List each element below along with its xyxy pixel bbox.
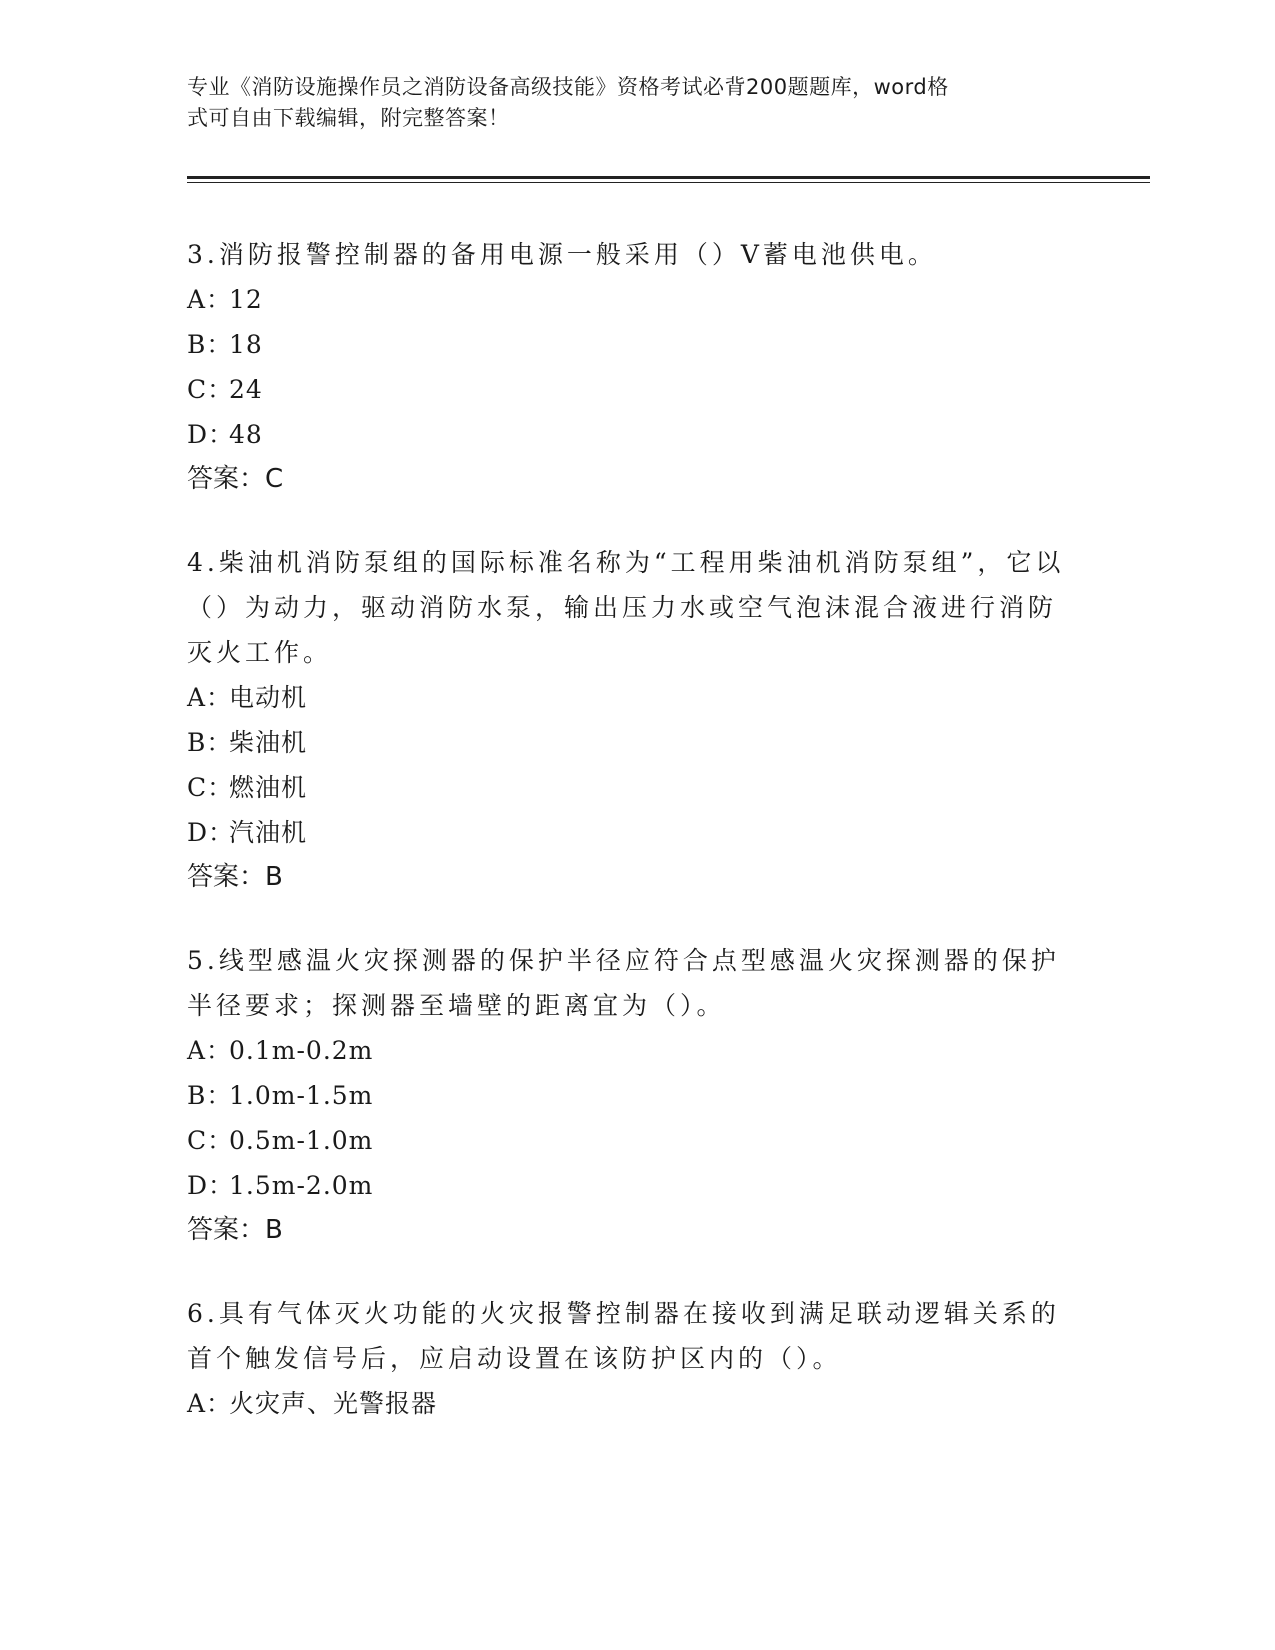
option-d xyxy=(187,1163,1067,1208)
answer-line: 答案：B xyxy=(187,1215,283,1245)
option-label: A： xyxy=(187,1389,233,1418)
question-3 xyxy=(187,232,1067,502)
question-list xyxy=(187,232,1067,1464)
question-stem: 6.具有气体灭火功能的火灾报警控制器在接收到满足联动逻辑关系的首个触发信号后，应启动设置在该防护区内的（）。 xyxy=(187,1299,1060,1373)
header-divider-thin xyxy=(187,182,1150,183)
option-text: 电动机 xyxy=(229,683,308,712)
header-line-1: 专业《消防设施操作员之消防设备高级技能》资格考试必背200题题库，word格 xyxy=(187,75,949,99)
question-4 xyxy=(187,540,1067,900)
question-5 xyxy=(187,938,1067,1253)
answer-line: 答案：B xyxy=(187,862,283,892)
option-label: D： xyxy=(187,1171,235,1200)
question-stem: 4.柴油机消防泵组的国际标准名称为“工程用柴油机消防泵组”，它以（）为动力，驱动消防水泵，输出压力水或空气泡沫混合液进行消防灭火工作。 xyxy=(187,548,1065,667)
option-text: 0.1m-0.2m xyxy=(229,1036,374,1065)
option-label: A： xyxy=(187,1036,233,1065)
option-text: 48 xyxy=(229,420,263,449)
option-label: D： xyxy=(187,420,235,449)
option-text: 24 xyxy=(229,375,263,404)
question-6 xyxy=(187,1291,1067,1426)
option-label: C： xyxy=(187,375,234,404)
option-text: 汽油机 xyxy=(229,818,308,847)
option-c xyxy=(187,1118,1067,1163)
option-label: B： xyxy=(187,330,233,359)
option-label: D： xyxy=(187,818,235,847)
option-a xyxy=(187,277,1067,322)
option-a xyxy=(187,675,1067,720)
option-text: 燃油机 xyxy=(229,773,308,802)
option-text: 18 xyxy=(229,330,263,359)
question-stem: 5.线型感温火灾探测器的保护半径应符合点型感温火灾探测器的保护半径要求；探测器至墙壁的距离宜为（）。 xyxy=(187,946,1060,1020)
option-label: B： xyxy=(187,1081,233,1110)
option-label: C： xyxy=(187,773,234,802)
document-header xyxy=(187,72,1067,134)
option-d xyxy=(187,412,1067,457)
option-c xyxy=(187,367,1067,412)
option-text: 1.5m-2.0m xyxy=(229,1171,374,1200)
option-b xyxy=(187,720,1067,765)
header-line-2: 式可自由下载编辑，附完整答案！ xyxy=(187,106,510,130)
option-label: A： xyxy=(187,683,233,712)
option-a xyxy=(187,1381,1067,1426)
option-c xyxy=(187,765,1067,810)
option-text: 1.0m-1.5m xyxy=(229,1081,374,1110)
question-stem: 3.消防报警控制器的备用电源一般采用（）V蓄电池供电。 xyxy=(187,240,937,269)
option-b xyxy=(187,1073,1067,1118)
option-d xyxy=(187,810,1067,855)
answer-line: 答案：C xyxy=(187,464,284,494)
option-b xyxy=(187,322,1067,367)
option-label: B： xyxy=(187,728,233,757)
option-text: 12 xyxy=(229,285,263,314)
option-text: 柴油机 xyxy=(229,728,308,757)
option-text: 火灾声、光警报器 xyxy=(229,1389,438,1418)
option-text: 0.5m-1.0m xyxy=(229,1126,374,1155)
header-divider-thick xyxy=(187,176,1150,179)
option-label: C： xyxy=(187,1126,234,1155)
option-a xyxy=(187,1028,1067,1073)
option-label: A： xyxy=(187,285,233,314)
